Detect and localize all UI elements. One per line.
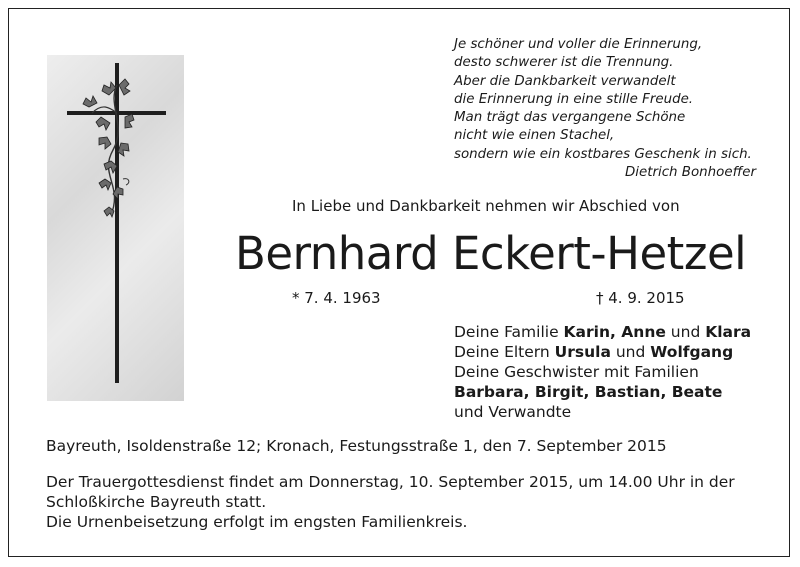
intro-text: In Liebe und Dankbarkeit nehmen wir Abschied von (292, 197, 680, 215)
cross-with-ivy-icon (47, 55, 184, 401)
relatives: und Verwandte (454, 403, 572, 421)
death-date: † 4. 9. 2015 (596, 289, 685, 307)
poem-author: Dietrich Bonhoeffer (624, 165, 756, 181)
place-and-date: Bayreuth, Isoldenstraße 12; Kronach, Festungsstraße 1, den 7. September 2015 (46, 437, 667, 455)
deceased-name: Bernhard Eckert-Hetzel (235, 227, 747, 280)
family-label: Deine Familie (454, 323, 564, 341)
poem-line: Aber die Dankbarkeit verwandelt (454, 73, 676, 89)
parent-name: Ursula (554, 343, 611, 361)
family-names: Karin, Anne (563, 323, 666, 341)
mourners-list (454, 322, 751, 422)
family-name-last: Klara (705, 323, 752, 341)
conjunction: und (610, 343, 651, 361)
siblings-label: Deine Geschwister mit Familien (454, 363, 699, 381)
birth-date: * 7. 4. 1963 (292, 289, 381, 307)
service-line: Schloßkirche Bayreuth statt. (46, 493, 267, 511)
parents-row (454, 342, 751, 362)
parent-name: Wolfgang (650, 343, 734, 361)
poem (454, 36, 756, 182)
poem-line: nicht wie einen Stachel, (454, 128, 615, 144)
poem-line: sondern wie ein kostbares Geschenk in sich. (454, 146, 752, 162)
siblings-names (454, 382, 751, 402)
poem-line: Je schöner und voller die Erinnerung, (454, 37, 703, 52)
service-line: Der Trauergottesdienst findet am Donnerstag, 10. September 2015, um 14.00 Uhr in der (46, 473, 735, 491)
parents-label: Deine Eltern (454, 343, 555, 361)
conjunction: und (665, 323, 706, 341)
service-info (46, 472, 735, 532)
poem-line: die Erinnerung in eine stille Freude. (454, 91, 694, 107)
poem-line: Man trägt das vergangene Schöne (454, 110, 686, 126)
poem-line: desto schwerer ist die Trennung. (454, 55, 674, 71)
siblings-names-text: Barbara, Birgit, Bastian, Beate (454, 383, 723, 401)
family-row (454, 322, 751, 342)
burial-line: Die Urnenbeisetzung erfolgt im engsten Familienkreis. (46, 513, 468, 531)
